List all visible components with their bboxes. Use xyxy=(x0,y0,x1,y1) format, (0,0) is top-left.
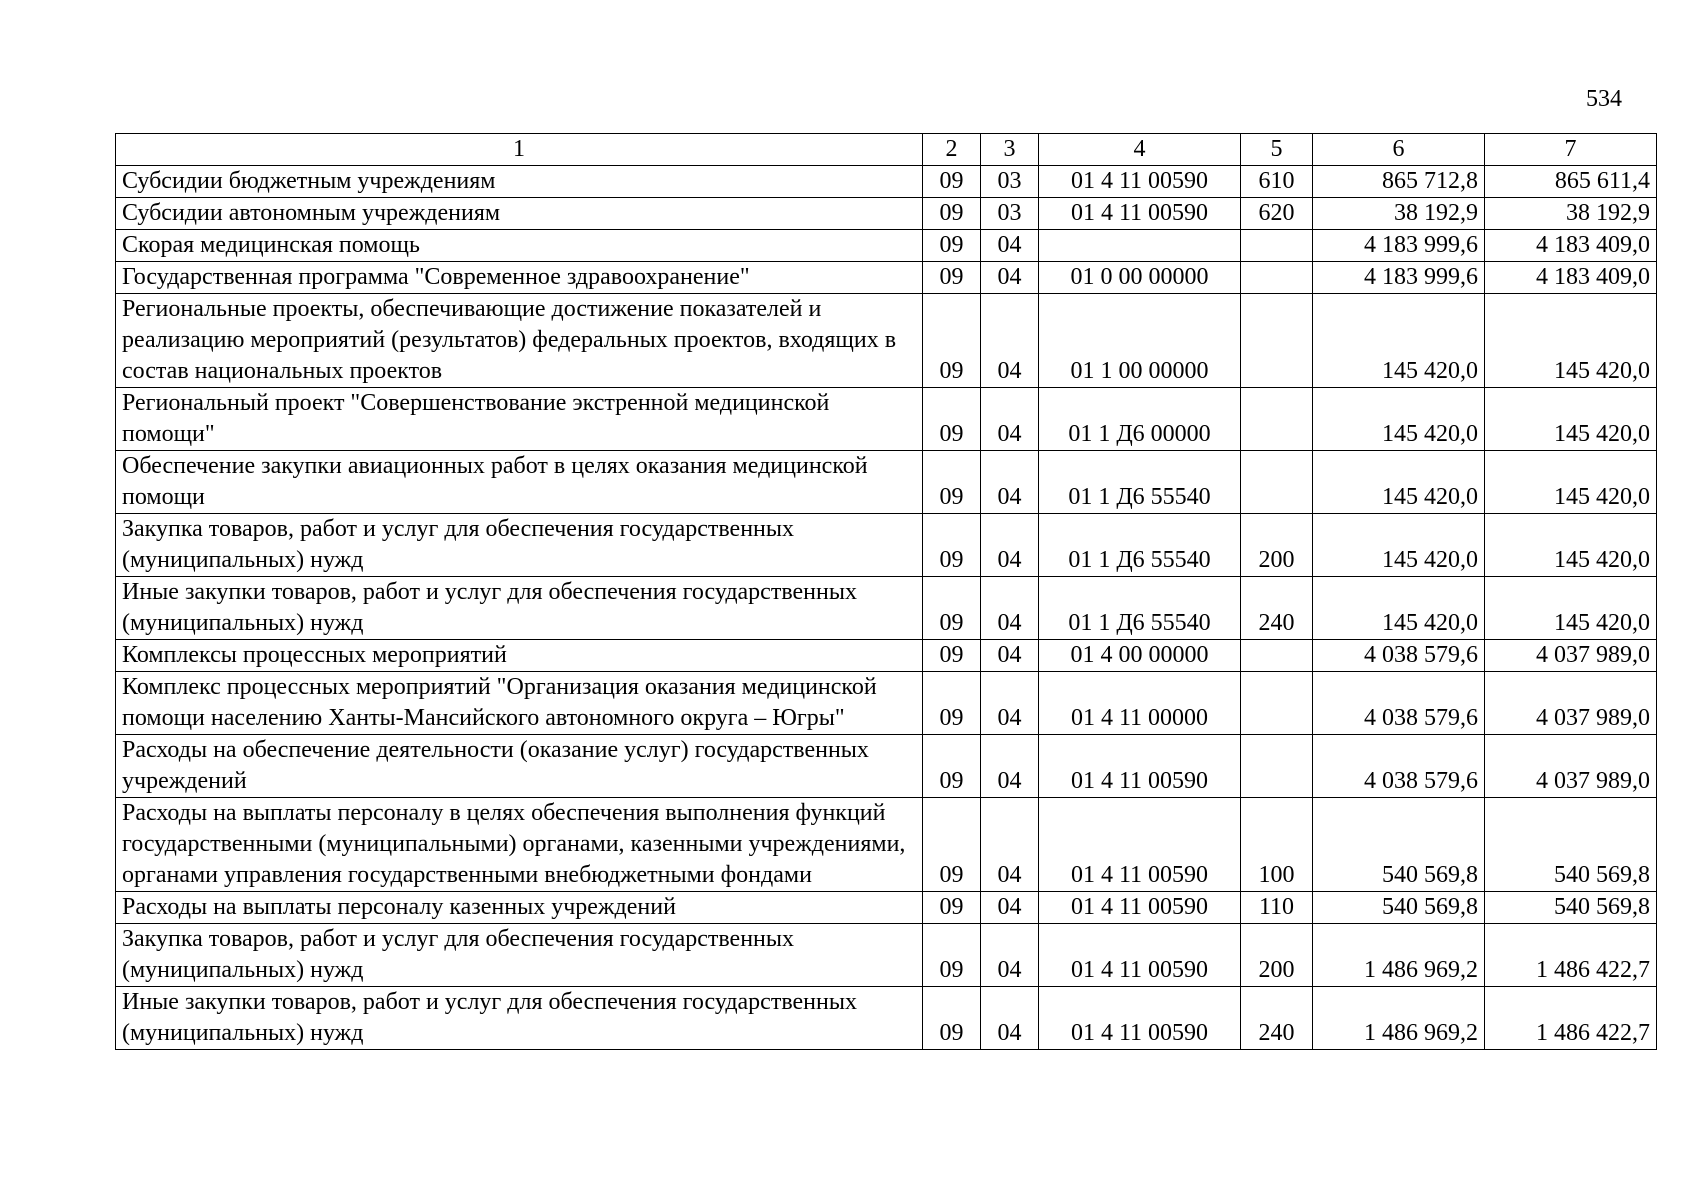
row-name-cell: Расходы на выплаты персоналу в целях обеспечения выполнения функций государственными (муниципальными) органами, казенными учреждениями, органами управления государственными внебюджетными фондами xyxy=(116,798,923,892)
row-target-article-cell: 01 4 11 00590 xyxy=(1039,735,1241,798)
row-target-article-cell: 01 1 Д6 55540 xyxy=(1039,577,1241,640)
row-section-cell: 09 xyxy=(923,262,981,294)
table-row xyxy=(116,451,1657,514)
row-subsection-cell: 04 xyxy=(981,672,1039,735)
row-section-cell: 09 xyxy=(923,892,981,924)
row-section-cell: 09 xyxy=(923,294,981,388)
row-expense-type-cell xyxy=(1241,388,1313,451)
row-name-cell: Комплексы процессных мероприятий xyxy=(116,640,923,672)
row-target-article-cell: 01 1 Д6 55540 xyxy=(1039,451,1241,514)
row-section-cell: 09 xyxy=(923,451,981,514)
row-expense-type-cell xyxy=(1241,640,1313,672)
row-target-article-cell: 01 1 Д6 00000 xyxy=(1039,388,1241,451)
row-subsection-cell: 04 xyxy=(981,514,1039,577)
row-amount-1-cell: 4 183 999,6 xyxy=(1313,262,1485,294)
row-name-cell: Региональные проекты, обеспечивающие достижение показателей и реализацию мероприятий (результатов) федеральных проектов, входящих в состав национальных проектов xyxy=(116,294,923,388)
table-row xyxy=(116,388,1657,451)
row-amount-2-cell: 540 569,8 xyxy=(1485,892,1657,924)
table-row xyxy=(116,262,1657,294)
row-section-cell: 09 xyxy=(923,798,981,892)
table-row xyxy=(116,294,1657,388)
row-section-cell: 09 xyxy=(923,640,981,672)
row-amount-1-cell: 540 569,8 xyxy=(1313,798,1485,892)
row-subsection-cell: 04 xyxy=(981,798,1039,892)
row-amount-2-cell: 4 037 989,0 xyxy=(1485,735,1657,798)
row-subsection-cell: 04 xyxy=(981,262,1039,294)
row-subsection-cell: 03 xyxy=(981,198,1039,230)
row-expense-type-cell xyxy=(1241,735,1313,798)
column-header-6: 6 xyxy=(1313,134,1485,166)
row-name-cell: Государственная программа "Современное здравоохранение" xyxy=(116,262,923,294)
row-amount-1-cell: 4 038 579,6 xyxy=(1313,640,1485,672)
row-target-article-cell: 01 4 11 00590 xyxy=(1039,166,1241,198)
row-name-cell: Иные закупки товаров, работ и услуг для обеспечения государственных (муниципальных) нужд xyxy=(116,577,923,640)
table-row xyxy=(116,987,1657,1050)
row-expense-type-cell xyxy=(1241,262,1313,294)
row-name-cell: Закупка товаров, работ и услуг для обеспечения государственных (муниципальных) нужд xyxy=(116,924,923,987)
row-section-cell: 09 xyxy=(923,198,981,230)
table-row xyxy=(116,166,1657,198)
row-subsection-cell: 04 xyxy=(981,735,1039,798)
column-header-7: 7 xyxy=(1485,134,1657,166)
row-amount-1-cell: 145 420,0 xyxy=(1313,514,1485,577)
row-section-cell: 09 xyxy=(923,577,981,640)
row-amount-2-cell: 540 569,8 xyxy=(1485,798,1657,892)
row-target-article-cell xyxy=(1039,230,1241,262)
row-amount-1-cell: 145 420,0 xyxy=(1313,577,1485,640)
row-expense-type-cell: 100 xyxy=(1241,798,1313,892)
row-amount-2-cell: 4 037 989,0 xyxy=(1485,640,1657,672)
row-amount-1-cell: 145 420,0 xyxy=(1313,451,1485,514)
table-row xyxy=(116,577,1657,640)
row-amount-2-cell: 145 420,0 xyxy=(1485,514,1657,577)
row-section-cell: 09 xyxy=(923,987,981,1050)
row-expense-type-cell: 610 xyxy=(1241,166,1313,198)
row-target-article-cell: 01 4 11 00590 xyxy=(1039,892,1241,924)
row-subsection-cell: 04 xyxy=(981,451,1039,514)
row-name-cell: Комплекс процессных мероприятий "Организация оказания медицинской помощи населению Ханты-Мансийского автономного округа – Югры" xyxy=(116,672,923,735)
row-subsection-cell: 04 xyxy=(981,640,1039,672)
row-target-article-cell: 01 1 00 00000 xyxy=(1039,294,1241,388)
row-amount-2-cell: 38 192,9 xyxy=(1485,198,1657,230)
row-amount-2-cell: 4 183 409,0 xyxy=(1485,262,1657,294)
row-name-cell: Иные закупки товаров, работ и услуг для обеспечения государственных (муниципальных) нужд xyxy=(116,987,923,1050)
row-expense-type-cell: 110 xyxy=(1241,892,1313,924)
row-name-cell: Расходы на выплаты персоналу казенных учреждений xyxy=(116,892,923,924)
row-section-cell: 09 xyxy=(923,230,981,262)
table-row xyxy=(116,672,1657,735)
row-expense-type-cell xyxy=(1241,294,1313,388)
row-amount-2-cell: 1 486 422,7 xyxy=(1485,924,1657,987)
table-row xyxy=(116,198,1657,230)
row-amount-2-cell: 145 420,0 xyxy=(1485,294,1657,388)
row-target-article-cell: 01 1 Д6 55540 xyxy=(1039,514,1241,577)
column-header-1: 1 xyxy=(116,134,923,166)
row-amount-2-cell: 4 037 989,0 xyxy=(1485,672,1657,735)
row-subsection-cell: 03 xyxy=(981,166,1039,198)
row-target-article-cell: 01 4 11 00590 xyxy=(1039,798,1241,892)
row-expense-type-cell xyxy=(1241,672,1313,735)
column-header-3: 3 xyxy=(981,134,1039,166)
row-section-cell: 09 xyxy=(923,735,981,798)
row-name-cell: Расходы на обеспечение деятельности (оказание услуг) государственных учреждений xyxy=(116,735,923,798)
row-target-article-cell: 01 4 11 00000 xyxy=(1039,672,1241,735)
column-header-2: 2 xyxy=(923,134,981,166)
row-expense-type-cell: 240 xyxy=(1241,987,1313,1050)
row-amount-2-cell: 145 420,0 xyxy=(1485,577,1657,640)
row-target-article-cell: 01 4 11 00590 xyxy=(1039,198,1241,230)
row-amount-2-cell: 145 420,0 xyxy=(1485,388,1657,451)
row-name-cell: Обеспечение закупки авиационных работ в целях оказания медицинской помощи xyxy=(116,451,923,514)
row-amount-2-cell: 865 611,4 xyxy=(1485,166,1657,198)
row-section-cell: 09 xyxy=(923,514,981,577)
table-header xyxy=(116,134,1657,166)
table-row xyxy=(116,230,1657,262)
row-section-cell: 09 xyxy=(923,166,981,198)
row-expense-type-cell: 200 xyxy=(1241,924,1313,987)
header-row xyxy=(116,134,1657,166)
row-amount-1-cell: 1 486 969,2 xyxy=(1313,987,1485,1050)
row-subsection-cell: 04 xyxy=(981,987,1039,1050)
row-target-article-cell: 01 4 11 00590 xyxy=(1039,987,1241,1050)
row-section-cell: 09 xyxy=(923,924,981,987)
row-name-cell: Закупка товаров, работ и услуг для обеспечения государственных (муниципальных) нужд xyxy=(116,514,923,577)
table-body xyxy=(116,166,1657,1050)
row-subsection-cell: 04 xyxy=(981,230,1039,262)
budget-table xyxy=(115,133,1657,1050)
row-amount-1-cell: 4 038 579,6 xyxy=(1313,672,1485,735)
row-expense-type-cell xyxy=(1241,230,1313,262)
row-amount-1-cell: 38 192,9 xyxy=(1313,198,1485,230)
row-section-cell: 09 xyxy=(923,388,981,451)
row-expense-type-cell: 240 xyxy=(1241,577,1313,640)
table-row xyxy=(116,514,1657,577)
row-amount-1-cell: 540 569,8 xyxy=(1313,892,1485,924)
row-amount-2-cell: 1 486 422,7 xyxy=(1485,987,1657,1050)
row-amount-1-cell: 4 183 999,6 xyxy=(1313,230,1485,262)
row-target-article-cell: 01 4 11 00590 xyxy=(1039,924,1241,987)
row-subsection-cell: 04 xyxy=(981,294,1039,388)
row-target-article-cell: 01 0 00 00000 xyxy=(1039,262,1241,294)
page-number: 534 xyxy=(1586,86,1622,112)
column-header-5: 5 xyxy=(1241,134,1313,166)
row-subsection-cell: 04 xyxy=(981,892,1039,924)
row-expense-type-cell: 200 xyxy=(1241,514,1313,577)
table-row xyxy=(116,735,1657,798)
row-name-cell: Скорая медицинская помощь xyxy=(116,230,923,262)
row-expense-type-cell xyxy=(1241,451,1313,514)
row-section-cell: 09 xyxy=(923,672,981,735)
row-target-article-cell: 01 4 00 00000 xyxy=(1039,640,1241,672)
row-amount-1-cell: 145 420,0 xyxy=(1313,388,1485,451)
row-amount-1-cell: 865 712,8 xyxy=(1313,166,1485,198)
row-amount-1-cell: 145 420,0 xyxy=(1313,294,1485,388)
row-expense-type-cell: 620 xyxy=(1241,198,1313,230)
column-header-4: 4 xyxy=(1039,134,1241,166)
row-amount-1-cell: 1 486 969,2 xyxy=(1313,924,1485,987)
row-subsection-cell: 04 xyxy=(981,388,1039,451)
row-amount-2-cell: 145 420,0 xyxy=(1485,451,1657,514)
row-subsection-cell: 04 xyxy=(981,577,1039,640)
table-row xyxy=(116,798,1657,892)
table-row xyxy=(116,640,1657,672)
row-amount-1-cell: 4 038 579,6 xyxy=(1313,735,1485,798)
row-name-cell: Субсидии бюджетным учреждениям xyxy=(116,166,923,198)
row-name-cell: Региональный проект "Совершенствование экстренной медицинской помощи" xyxy=(116,388,923,451)
table-row xyxy=(116,924,1657,987)
row-subsection-cell: 04 xyxy=(981,924,1039,987)
table-row xyxy=(116,892,1657,924)
row-name-cell: Субсидии автономным учреждениям xyxy=(116,198,923,230)
row-amount-2-cell: 4 183 409,0 xyxy=(1485,230,1657,262)
